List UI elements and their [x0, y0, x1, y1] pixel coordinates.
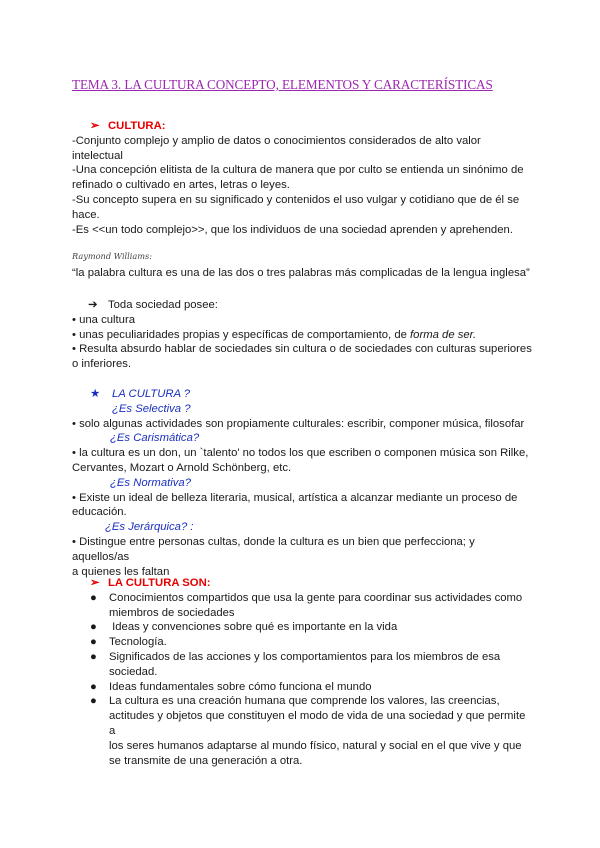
paragraph-line: -Es <<un todo complejo>>, que los individuos de una sociedad aprenden y aprehenden.	[72, 223, 513, 236]
paragraph-line: intelectual	[72, 149, 123, 162]
paragraph-line: -Su concepto supera en su significado y contenidos el uso vulgar y cotidiano que de él se	[72, 193, 520, 206]
question: ¿Es Selectiva ?	[112, 402, 191, 415]
emphasis-text: forma de ser.	[410, 328, 477, 341]
question: ¿Es Carismática?	[110, 432, 200, 445]
arrowhead-bullet-icon: ➢	[90, 120, 100, 132]
answer-line: • solo algunas actividades son propiamente culturales: escribir, componer música, filosofar	[72, 417, 525, 430]
list-item: • una cultura	[72, 313, 135, 326]
bullet-dot-icon: ●	[90, 680, 97, 693]
answer-line: • Existe un ideal de belleza literaria, musical, artística a alcanzar mediante un proceso de	[72, 491, 518, 504]
arrowhead-bullet-icon: ➢	[90, 577, 100, 589]
list-item: • Resulta absurdo hablar de sociedades sin cultura o de sociedades con culturas superiores	[72, 343, 532, 356]
list-item: ● Ideas fundamentales sobre cómo funciona el mundo	[90, 680, 372, 693]
answer-line: • la cultura es un don, un `talento' no todos los que escriben o componen música son Rilke,	[72, 447, 529, 460]
answer-line: educación.	[72, 506, 127, 519]
list-item: ● Conocimientos compartidos que usa la gente para coordinar sus actividades como miembros de sociedades	[90, 591, 523, 619]
answer-line: • Distingue entre personas cultas, donde la cultura es un bien que perfecciona; y aquellos/as	[72, 535, 475, 563]
answer-line: Cervantes, Mozart o Arnold Schönberg, etc.	[72, 461, 292, 474]
section-heading: LA CULTURA ?	[112, 388, 191, 400]
section-williams-quote	[72, 266, 532, 281]
intro-text: Toda sociedad posee:	[108, 299, 218, 311]
page-title: TEMA 3. LA CULTURA CONCEPTO, ELEMENTOS Y CARACTERÍSTICAS	[72, 77, 493, 92]
section-sociedad	[72, 298, 532, 372]
list-item: ● La cultura es una creación humana que comprende los valores, las creencias, actitudes y objetos que constituyen el modo de vida de una sociedad y que permite a los seres humanos adaptarse al mundo físico, natural y social en el que vive y que se transmite de una generación a otra.	[90, 695, 526, 767]
quote-text: “la palabra cultura es una de las dos o tres palabras más complicadas de la lengua inglesa”	[72, 267, 530, 279]
bullet-list	[72, 591, 532, 769]
bullet-dot-icon: ●	[90, 695, 97, 708]
section-heading: LA CULTURA SON:	[108, 577, 211, 589]
list-item: ● Tecnología.	[90, 636, 167, 649]
section-cultura-son	[72, 576, 532, 768]
section-cultura	[72, 119, 532, 237]
question: ¿Es Normativa?	[110, 476, 191, 489]
paragraph-line: refinado o cultivado en artes, letras o leyes.	[72, 179, 290, 192]
bullet-dot-icon: ●	[90, 591, 97, 604]
paragraph-line: hace.	[72, 208, 100, 221]
bullet-dot-icon: ●	[90, 650, 97, 663]
arrow-right-icon: ➔	[88, 299, 98, 311]
section-la-cultura	[72, 387, 532, 579]
answer-line: a quienes les faltan	[72, 565, 170, 578]
section-williams	[72, 249, 532, 264]
star-bullet-icon: ★	[90, 388, 101, 400]
list-item: ● Significados de las acciones y los comportamientos para los miembros de esa sociedad.	[90, 650, 501, 678]
list-item: ● Ideas y convenciones sobre qué es importante en la vida	[90, 621, 398, 634]
bullet-dot-icon: ●	[90, 636, 97, 649]
question: ¿Es Jerárquica? :	[105, 521, 194, 534]
paragraph-line: -Una concepción elitista de la cultura de manera que por culto se entienda un sinónimo de	[72, 164, 524, 177]
section-heading: CULTURA:	[108, 120, 166, 132]
list-item: • unas peculiaridades propias y específicas de comportamiento, de forma de ser.	[72, 328, 477, 341]
paragraph-line: -Conjunto complejo y amplio de datos o conocimientos considerados de alto valor	[72, 134, 481, 147]
quote-author: Raymond Williams:	[72, 251, 153, 261]
list-item: o inferiores.	[72, 358, 132, 371]
bullet-dot-icon: ●	[90, 621, 97, 634]
